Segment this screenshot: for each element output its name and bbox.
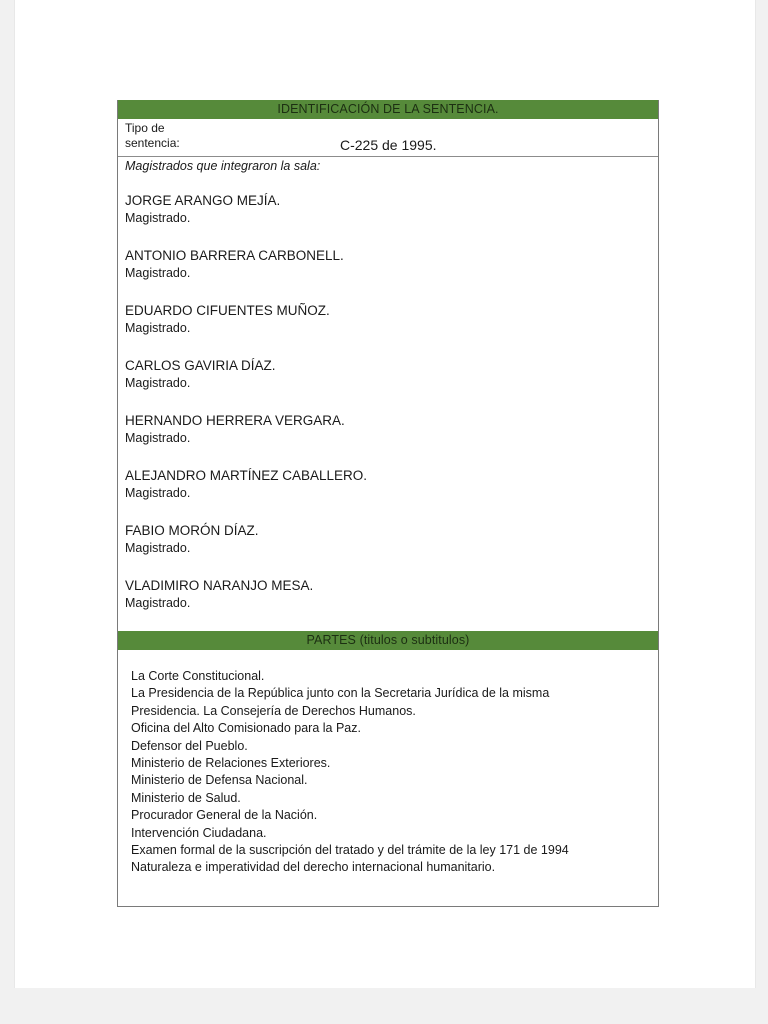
- judge-role: Magistrado.: [125, 376, 191, 390]
- judge-role: Magistrado.: [125, 486, 191, 500]
- partes-section: [118, 650, 658, 907]
- partes-line: Oficina del Alto Comisionado para la Paz.: [131, 721, 361, 736]
- judge-name: CARLOS GAVIRIA DÍAZ.: [125, 358, 276, 373]
- tipo-sentencia-label: [125, 121, 195, 151]
- judge-role: Magistrado.: [125, 321, 191, 335]
- tipo-sentencia-value: C-225 de 1995.: [340, 137, 437, 153]
- judge-entry: [125, 247, 658, 302]
- identificacion-header: IDENTIFICACIÓN DE LA SENTENCIA.: [118, 100, 658, 119]
- judge-name: JORGE ARANGO MEJÍA.: [125, 193, 281, 208]
- partes-line: Presidencia. La Consejería de Derechos Humanos.: [131, 703, 416, 718]
- judge-role: Magistrado.: [125, 541, 191, 555]
- judge-name: HERNANDO HERRERA VERGARA.: [125, 413, 345, 428]
- judge-entry: [125, 302, 658, 357]
- judge-name: EDUARDO CIFUENTES MUÑOZ.: [125, 303, 330, 318]
- document-page: [14, 0, 756, 988]
- partes-line: Examen formal de la suscripción del tratado y del trámite de la ley 171 de 1994: [131, 843, 569, 858]
- tipo-label-line1: Tipo de: [125, 121, 165, 135]
- partes-line: Ministerio de Salud.: [131, 790, 241, 805]
- partes-line: Ministerio de Defensa Nacional.: [131, 773, 308, 788]
- judge-name: VLADIMIRO NARANJO MESA.: [125, 578, 314, 593]
- partes-line: Ministerio de Relaciones Exteriores.: [131, 756, 331, 771]
- judge-role: Magistrado.: [125, 266, 191, 280]
- judge-entry: [125, 412, 658, 467]
- partes-header: PARTES (titulos o subtitulos): [118, 631, 658, 650]
- partes-line: La Corte Constitucional.: [131, 669, 265, 683]
- judge-entry: [125, 577, 658, 632]
- magistrados-title: Magistrados que integraron la sala:: [125, 159, 321, 173]
- judge-role: Magistrado.: [125, 211, 191, 225]
- judge-name: ANTONIO BARRERA CARBONELL.: [125, 248, 344, 263]
- sentence-table: [117, 100, 659, 907]
- judge-entry: [125, 357, 658, 412]
- judge-entry: [125, 522, 658, 577]
- judge-entry: [125, 192, 658, 247]
- magistrados-section: [118, 157, 658, 631]
- judge-name: ALEJANDRO MARTÍNEZ CABALLERO.: [125, 468, 368, 483]
- judge-role: Magistrado.: [125, 596, 191, 610]
- partes-line: La Presidencia de la República junto con la Secretaria Jurídica de la misma: [131, 686, 550, 701]
- tipo-label-line2: sentencia:: [125, 136, 180, 150]
- partes-line: Naturaleza e imperatividad del derecho internacional humanitario.: [131, 860, 496, 875]
- judge-entry: [125, 467, 658, 522]
- partes-line: Intervención Ciudadana.: [131, 825, 267, 840]
- judge-role: Magistrado.: [125, 431, 191, 445]
- tipo-sentencia-row: [118, 119, 658, 157]
- partes-line: Procurador General de la Nación.: [131, 808, 318, 823]
- judge-name: FABIO MORÓN DÍAZ.: [125, 523, 259, 538]
- partes-line: Defensor del Pueblo.: [131, 738, 248, 753]
